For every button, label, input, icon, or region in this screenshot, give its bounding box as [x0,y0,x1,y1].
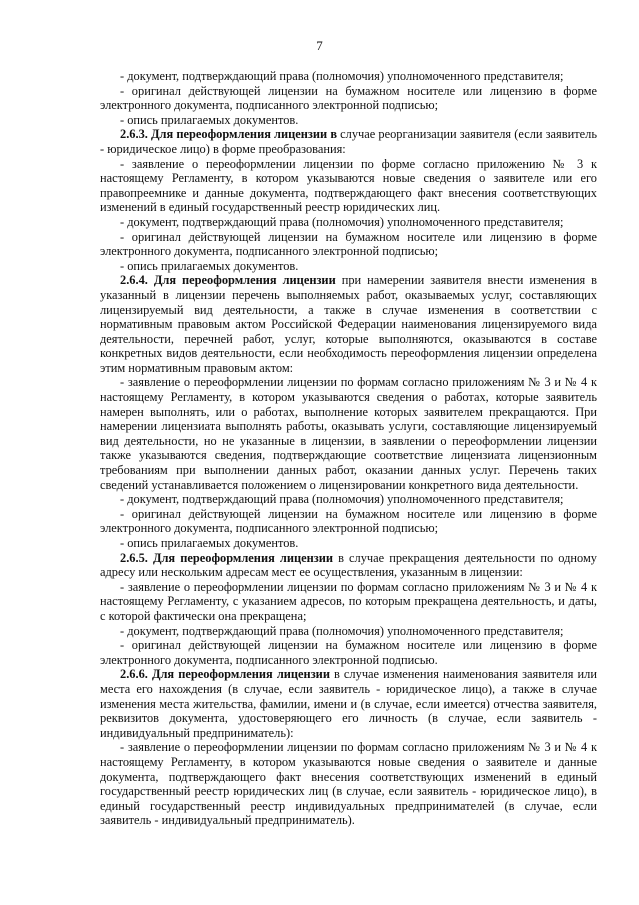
paragraph [100,536,597,551]
paragraph [100,113,597,128]
paragraph [100,580,597,624]
paragraph-text: - оригинал действующей лицензии на бумажном носителе или лицензию в форме электронного документа, подписанного электронной подписью; [100,506,597,536]
paragraph [100,157,597,215]
paragraph [100,551,597,580]
paragraph [100,638,597,667]
paragraph [100,624,597,639]
paragraph-heading: 2.6.4. Для переоформления лицензии [120,273,336,288]
paragraph-heading: 2.6.5. Для переоформления лицензии [120,550,333,565]
document-body [100,69,597,828]
paragraph [100,259,597,274]
paragraph [100,273,597,375]
paragraph [100,492,597,507]
paragraph-text: в случае прекращения деятельности по одному адресу или нескольким адресам мест ее осуществления, указанным в лицензии: [100,550,597,580]
paragraph-text: - опись прилагаемых документов. [120,112,299,127]
paragraph-text: - документ, подтверждающий права (полномочия) уполномоченного представителя; [120,214,564,229]
paragraph-text: - документ, подтверждающий права (полномочия) уполномоченного представителя; [120,492,564,507]
paragraph-text: случае реорганизации заявителя (если заявитель - юридическое лицо) в форме преобразования: [100,127,597,156]
paragraph [100,84,597,113]
paragraph-text: - оригинал действующей лицензии на бумажном носителе или лицензию в форме электронного документа, подписанного электронной подписью; [100,229,597,259]
paragraph-text: - заявление о переоформлении лицензии по формам согласно приложениям № 3 и № 4 к настоящему Регламенту, с указанием адресов, по которым прекращена деятельность, и даты, с которой фактически она прекращена; [100,579,597,623]
paragraph [100,740,597,828]
paragraph [100,375,597,492]
paragraph-text: - опись прилагаемых документов. [120,536,299,550]
paragraph [100,667,597,740]
paragraph [100,215,597,230]
paragraph-text: - заявление о переоформлении лицензии по формам согласно приложениям № 3 и № 4 к настоящему Регламенту, в котором указываются сведения о работах, которые заявитель намерен выполнять, или о работах, выполнение которых заявителем прекращаются. При намерении лицензиата выполнять работы, оказывать услуги, составляющие лицензируемый вид деятельности, но не указанные в лицензии, в заявлении о переоформлении лицензии также указываются сведения, подтверждающие соответствие лицензиата лицензионным требованиям при выполнении данных работ, оказании данных услуг. Перечень таких сведений устанавливается положением о лицензировании конкретного вида деятельности. [100,375,597,492]
paragraph [100,127,597,156]
paragraph-text: - документ, подтверждающий права (полномочия) уполномоченного представителя; [120,69,564,83]
paragraph-text: в случае изменения наименования заявителя или места его нахождения (в случае, если заявитель - юридическое лицо), а также в случае изменения места жительства, фамилии, имени и (в случае, если имеется) отчества заявителя, реквизитов документа, удостоверяющего его личность (в случае, если заявитель - индивидуальный предприниматель): [100,667,597,740]
paragraph-text: - оригинал действующей лицензии на бумажном носителе или лицензию в форме электронного документа, подписанного электронной подписью. [100,638,597,667]
paragraph-heading: 2.6.3. Для переоформления лицензии в [120,127,338,142]
paragraph-text: - опись прилагаемых документов. [120,258,299,273]
paragraph-text: - документ, подтверждающий права (полномочия) уполномоченного представителя; [120,623,564,638]
paragraph [100,69,597,84]
paragraph [100,507,597,536]
paragraph-heading: 2.6.6. Для переоформления лицензии [120,667,330,682]
paragraph [100,230,597,259]
paragraph-text: - заявление о переоформлении лицензии по формам согласно приложениям № 3 и № 4 к настоящему Регламенту, в котором указываются новые сведения о заявителе и данные документа, подтверждающего факт внесения соответствующих изменений в единый государственный реестр юридических лиц (в случае, если заявитель - юридическое лицо), в единый государственный реестр индивидуальных предпринимателей (в случае, если заявитель - индивидуальный предприниматель). [100,740,597,828]
paragraph-text: - заявление о переоформлении лицензии по форме согласно приложению № 3 к настоящему Регламенту, в котором указываются новые сведения о заявителе или его правопреемнике и данные документа, подтверждающего факт внесения соответствующих изменений в единый государственный реестр юридических лиц. [100,156,597,215]
paragraph-text: - оригинал действующей лицензии на бумажном носителе или лицензию в форме электронного документа, подписанного электронной подписью; [100,83,597,113]
page-number: 7 [316,38,323,53]
paragraph-text: при намерении заявителя внести изменения в указанный в лицензии перечень выполняемых работ, оказываемых услуг, составляющих лицензируемый вид деятельности, а также в случае изменения в соответствии с нормативным правовым актом Российской Федерации наименования лицензируемого вида деятельности, перечней работ, услуг, которые выполняются, оказываются в составе конкретных видов деятельности, если необходимость переоформления лицензии определена этим нормативным правовым актом: [100,273,597,375]
